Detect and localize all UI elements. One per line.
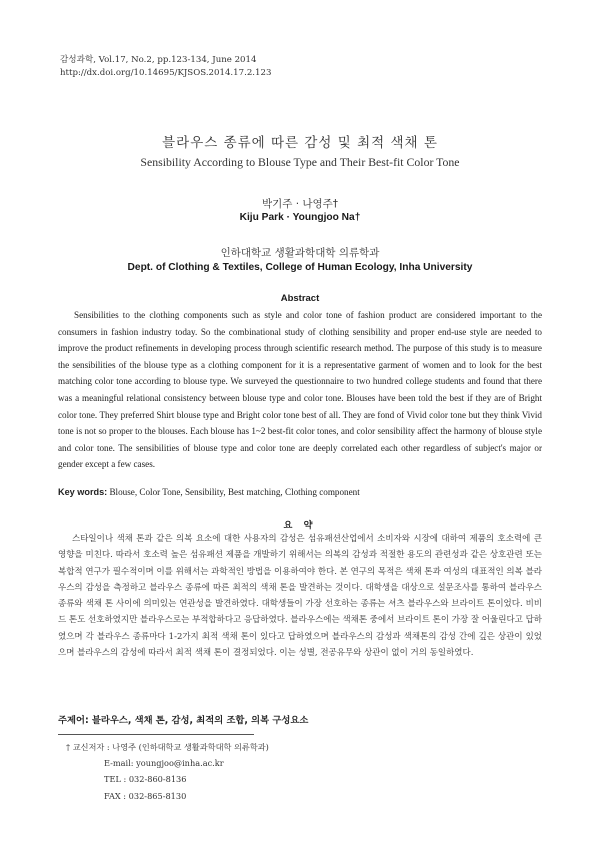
- title-korean: 블라우스 종류에 따른 감성 및 최적 색채 톤: [162, 135, 438, 151]
- correspondence-footnote: [66, 739, 269, 804]
- korean-summary-body: 스타일이나 색채 톤과 같은 의복 요소에 대한 사용자의 감성은 섬유패션산업에서 소비자와 시장에 대하여 제품의 호소력에 큰 영향을 미친다. 따라서 호소력 높은 섬유패션 제품을 개발하기 위해서는 의복의 감성과 적절한 용도의 관련성과 같은 상호관련 또는 복합적 연구가 필수적이며 이를 위해서는 과학적인 방법을 이용하여야 한다. 본 연구의 목적은 색채 톤과 여성의 대표적인 의복 블라우스의 감성을 측정하고 블라우스 종류에 따른 최적의 색채 톤을 발견하는 것이다. 대학생을 대상으로 설문조사를 통하여 블라우스 종류와 색채 톤 사이에 의미있는 연관성을 발견하였다. 대학생들이 가장 선호하는 종류는 셔츠 블라우스와 브라이트 톤이었다. 비비드 톤도 선호하였지만 블라우스로는 부적합하다고 응답하였다. 블라우스에는 색채톤 중에서 브라이트 톤이 가장 잘 어울린다고 답하였으며 각 블라우스 종류마다 1-2가지 최적 색채 톤이 있다고 답하였으며 블라우스의 감성과 색채톤의 감성 간에 깊은 상관이 있었으며 블라우스의 감성에 따라서 최적 색채 톤이 결정되었다. 이는 성별, 전공유무와 상관이 없이 거의 동일하였다.: [58, 534, 542, 659]
- journal-doi[interactable]: http://dx.doi.org/10.14695/KJSOS.2014.17.2.123: [60, 68, 272, 78]
- affiliation-english: Dept. of Clothing & Textiles, College of Human Ecology, Inha University: [127, 262, 473, 273]
- correspondence-fax: FAX : 032-865-8130: [104, 790, 187, 801]
- abstract-heading: Abstract: [280, 293, 320, 304]
- keywords-text: Blouse, Color Tone, Sensibility, Best matching, Clothing component: [109, 487, 360, 497]
- authors-korean: 박기주 · 나영주†: [261, 198, 339, 210]
- journal-info: [60, 54, 271, 80]
- title-english: Sensibility According to Blouse Type and Their Best-fit Color Tone: [140, 155, 460, 169]
- abstract-body: Sensibilities to the clothing components such as style and color tone of fashion product are considered important to the consumers in fashion industry today. So the combinational study of clothing sensibility and proper end-use style are needed to improve the product refinements in developing process through scientific research method. The purpose of this study is to measure the sensibilities of the blouse type as a clothing component for it is a representative garment of women and to look for the best matching color tone according to blouse type. We surveyed the questionnaire to two hundred college students and found that there was a meaningful relational consistency between blouse type and color tone. Blouses have been told the best if they are of Bright color tone. They preferred Shirt blouse type and Bright color tone best of all. They are fond of Vivid color tone but they think Vivid tone is not so proper to the blouses. Each blouse has 1~2 best-fit color tones, and color sensibility affect the harmony of blouse style and color tone. The sensibilities of blouse type and color tone are deeply correlated each other regardless of subject's major or gender except a few cases.: [58, 310, 542, 470]
- korean-keywords: 주제어: 블라우스, 색채 톤, 감성, 최적의 조합, 의복 구성요소: [58, 715, 309, 726]
- keywords: [58, 487, 542, 497]
- journal-citation: 감성과학, Vol.17, No.2, pp.123-134, June 2014: [60, 55, 257, 65]
- korean-summary-heading: 요 약: [283, 520, 317, 531]
- correspondence-tel: TEL : 032-860-8136: [104, 774, 187, 785]
- affiliation-korean: 인하대학교 생활과학대학 의류학과: [220, 247, 380, 259]
- authors-english: Kiju Park · Youngjoo Na†: [239, 212, 361, 223]
- footnote-divider: [58, 734, 254, 735]
- keywords-label: Key words:: [58, 487, 108, 497]
- correspondence-author: † 교신저자 : 나영주 (인하대학교 생활과학대학 의류학과): [66, 742, 269, 752]
- correspondence-email: E-mail: youngjoo@inha.ac.kr: [104, 758, 224, 769]
